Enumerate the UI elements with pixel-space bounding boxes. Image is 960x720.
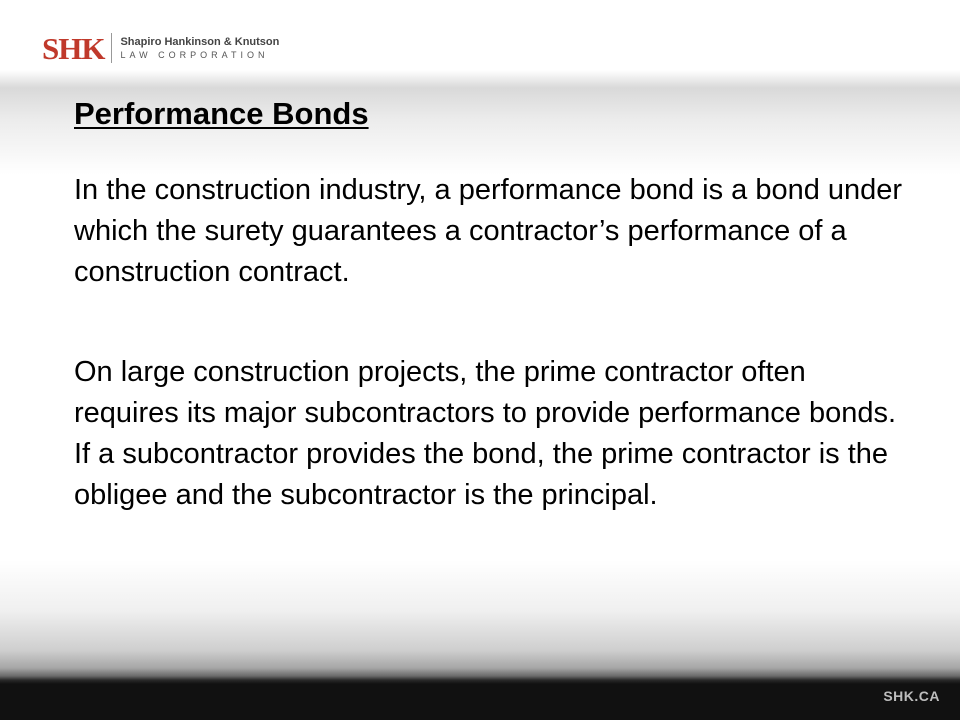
footer-website: SHK.CA [883,688,940,704]
paragraph-definition: In the construction industry, a performance bond is a bond under which the surety guarantees a contractor’s performance of a construction contract. [74,174,903,288]
firm-logo [42,30,279,66]
logo-firm-name: Shapiro Hankinson & Knutson [120,36,280,48]
logo-mark: SHK [42,30,105,66]
slide-title: Performance Bonds [74,96,369,131]
paragraph-subcontractors: On large construction projects, the prime contractor often requires its major subcontractors to provide performance bonds. If a subcontractor provides the bond, the prime contractor is the obligee and the subcontractor is the principal. [74,356,897,511]
logo-text [120,35,279,61]
logo-subtitle: LAW CORPORATION [120,50,269,60]
logo-divider [111,33,112,63]
